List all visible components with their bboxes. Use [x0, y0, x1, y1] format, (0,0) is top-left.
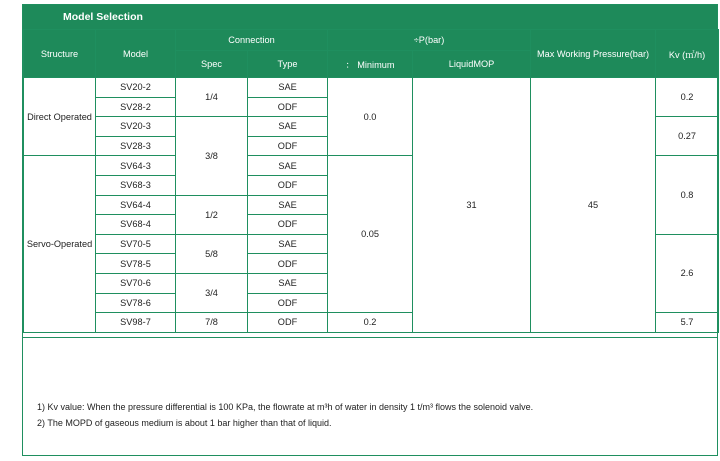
max-working-cell: 45	[531, 78, 656, 333]
type-cell: SAE	[248, 273, 328, 293]
header-pressure: ÷P(bar)	[328, 30, 531, 51]
minimum-cell: 0.2	[328, 313, 413, 333]
type-cell: SAE	[248, 78, 328, 98]
type-cell: ODF	[248, 215, 328, 235]
type-cell: SAE	[248, 234, 328, 254]
model-selection-panel	[22, 4, 718, 456]
model-cell: SV28-3	[96, 136, 176, 156]
model-selection-table	[23, 29, 719, 333]
model-cell: SV70-6	[96, 273, 176, 293]
spec-cell: 7/8	[176, 313, 248, 333]
header-connection: Connection	[176, 30, 328, 51]
kv-cell: 0.8	[656, 156, 719, 234]
model-cell: SV78-5	[96, 254, 176, 274]
header-minimum: ： Minimum	[328, 51, 413, 78]
kv-cell: 5.7	[656, 313, 719, 333]
model-cell: SV68-3	[96, 175, 176, 195]
minimum-cell: 0.05	[328, 156, 413, 313]
model-cell: SV70-5	[96, 234, 176, 254]
notes-section	[23, 337, 718, 456]
liquid-mop-cell: 31	[413, 78, 531, 333]
note-kv: 1) Kv value: When the pressure differential is 100 KPa, the flowrate at m³h of water in density 1 t/m³ flows the solenoid valve.	[37, 402, 534, 412]
header-liquid-mop: LiquidMOP	[413, 51, 531, 78]
type-cell: ODF	[248, 175, 328, 195]
type-cell: ODF	[248, 136, 328, 156]
model-cell: SV20-2	[96, 78, 176, 98]
header-max-working: Max Working Pressure(bar)	[531, 30, 656, 78]
model-cell: SV98-7	[96, 313, 176, 333]
type-cell: SAE	[248, 117, 328, 137]
header-structure: Structure	[24, 30, 96, 78]
table-row	[24, 78, 719, 98]
structure-servo: Servo-Operated	[24, 156, 96, 332]
type-cell: SAE	[248, 156, 328, 176]
model-cell: SV68-4	[96, 215, 176, 235]
structure-direct: Direct Operated	[24, 78, 96, 156]
type-cell: ODF	[248, 97, 328, 117]
model-cell: SV64-4	[96, 195, 176, 215]
spec-cell: 3/4	[176, 273, 248, 312]
kv-cell: 0.2	[656, 78, 719, 117]
model-cell: SV78-6	[96, 293, 176, 313]
type-cell: ODF	[248, 293, 328, 313]
model-cell: SV64-3	[96, 156, 176, 176]
minimum-cell: 0.0	[328, 78, 413, 156]
kv-cell: 0.27	[656, 117, 719, 156]
kv-cell: 2.6	[656, 234, 719, 312]
header-model: Model	[96, 30, 176, 78]
header-kv: Kv (㎡/h)	[656, 30, 719, 78]
spec-cell: 3/8	[176, 117, 248, 195]
model-cell: SV20-3	[96, 117, 176, 137]
spec-cell: 1/2	[176, 195, 248, 234]
spec-cell: 1/4	[176, 78, 248, 117]
type-cell: ODF	[248, 254, 328, 274]
panel-title: Model Selection	[23, 5, 717, 29]
note-mopd: 2) The MOPD of gaseous medium is about 1 bar higher than that of liquid.	[37, 418, 332, 428]
spec-cell: 5/8	[176, 234, 248, 273]
model-cell: SV28-2	[96, 97, 176, 117]
header-type: Type	[248, 51, 328, 78]
header-spec: Spec	[176, 51, 248, 78]
type-cell: ODF	[248, 313, 328, 333]
type-cell: SAE	[248, 195, 328, 215]
